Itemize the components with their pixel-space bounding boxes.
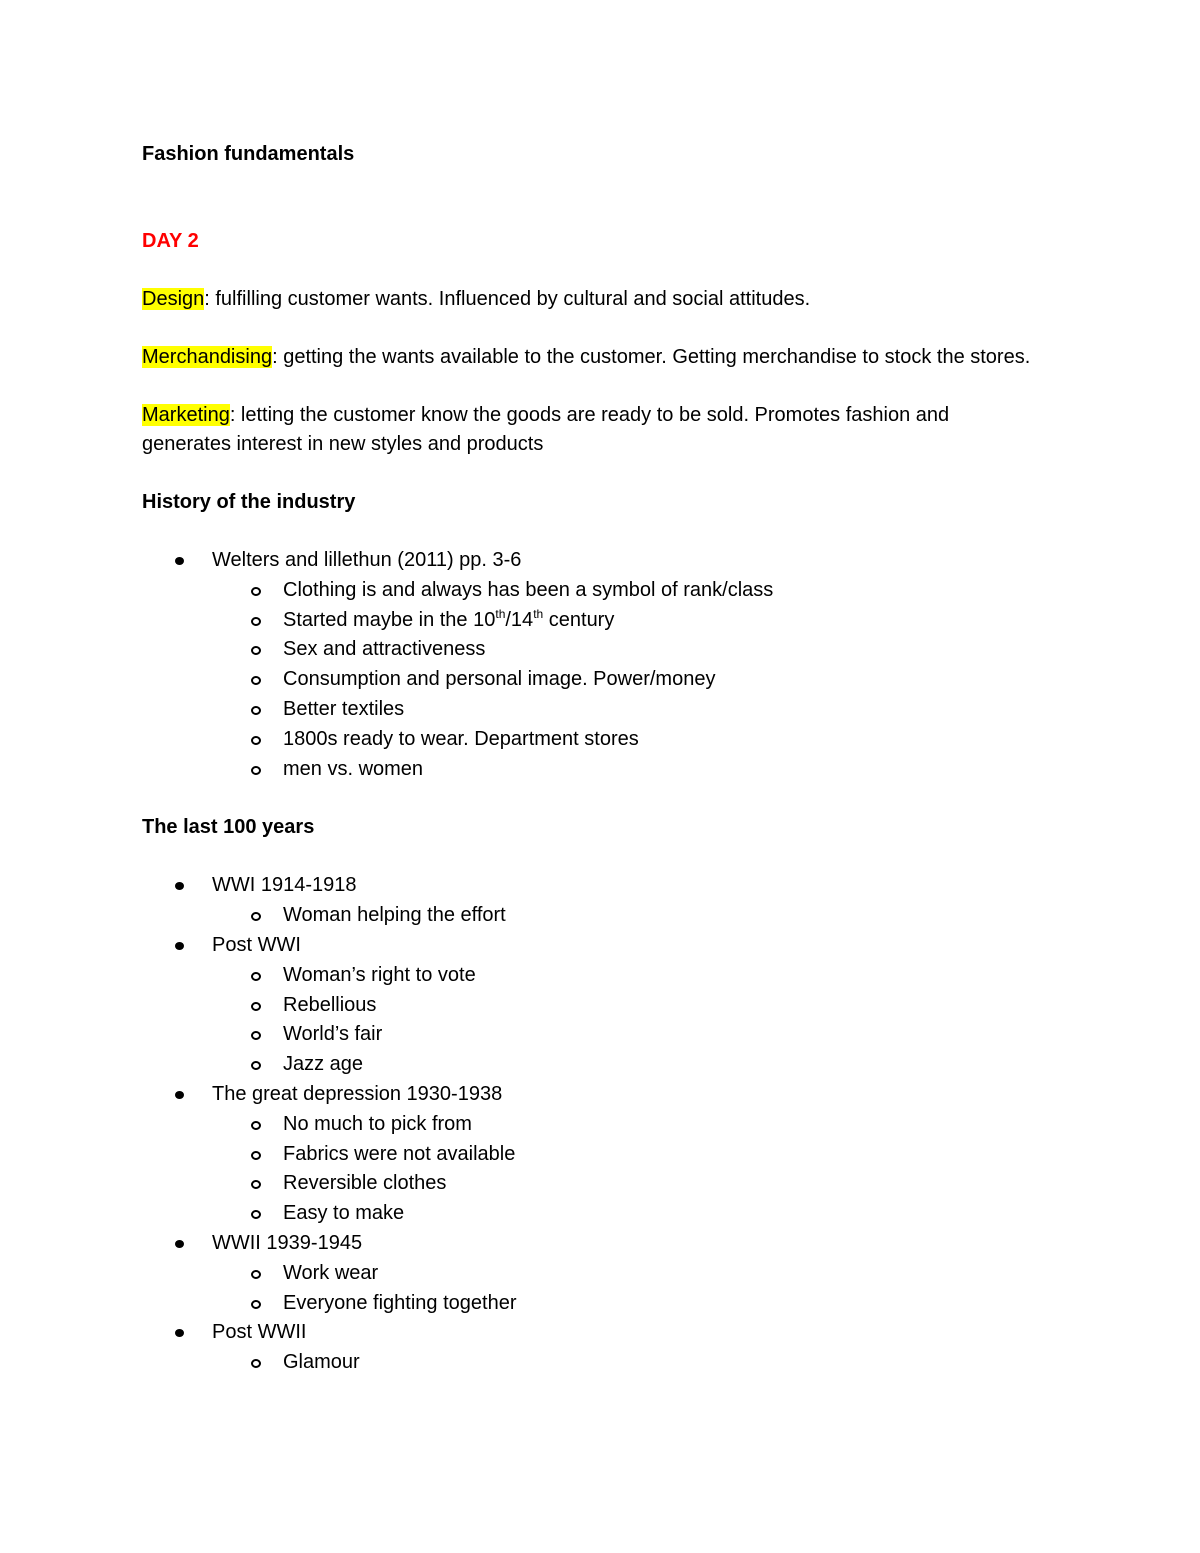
superscript: th (533, 606, 544, 621)
list-item-label: Welters and lillethun (2011) pp. 3-6 (212, 549, 522, 571)
sub-list-item (212, 991, 1042, 1021)
sub-list-item-label: Woman’s right to vote (283, 963, 476, 986)
circle-bullet-icon (251, 1121, 261, 1130)
day-label: DAY 2 (142, 230, 199, 252)
circle-bullet-icon (251, 736, 261, 745)
superscript: th (495, 606, 506, 621)
definition-marketing-text: : letting the customer know the goods are ready to be sold. Promotes fashion and generates interest in new styles and products (142, 404, 950, 455)
sub-list-item (212, 1020, 1042, 1050)
sub-list-item-label (283, 606, 615, 631)
sub-list-item (212, 1169, 1042, 1199)
history-list (142, 546, 1042, 784)
sub-list-item-label: World’s fair (283, 1023, 383, 1046)
last-100-years-heading: The last 100 years (142, 816, 315, 839)
circle-bullet-icon (251, 1061, 261, 1070)
list-item-label: Post WWI (212, 933, 301, 956)
sub-list-item (212, 635, 1042, 665)
sub-list (212, 901, 1042, 931)
text-fragment: century (543, 608, 615, 631)
sub-list-item-label: Woman helping the effort (283, 904, 506, 927)
sub-list-item-label: Rebellious (283, 993, 377, 1016)
sub-list-item (212, 1050, 1042, 1080)
sub-list (212, 1348, 1042, 1378)
circle-bullet-icon (251, 676, 261, 685)
list-item (142, 546, 1042, 784)
sub-list-item (212, 695, 1042, 725)
bullet-icon (175, 557, 184, 565)
sub-list-item (212, 606, 1042, 636)
sub-list-item (212, 665, 1042, 695)
list-item-label: Post WWII (212, 1321, 307, 1344)
sub-list-item (212, 1289, 1042, 1319)
circle-bullet-icon (251, 912, 261, 921)
circle-bullet-icon (251, 1270, 261, 1279)
list-item (142, 871, 1042, 931)
sub-list-item (212, 1199, 1042, 1229)
sub-list-item-label: Clothing is and always has been a symbol of rank/class (283, 578, 774, 601)
circle-bullet-icon (251, 617, 261, 626)
sub-list-item-label: Jazz age (283, 1053, 364, 1076)
list-item (142, 1080, 1042, 1229)
circle-bullet-icon (251, 1210, 261, 1219)
document-content (142, 140, 1042, 1378)
term-design: Design (142, 288, 205, 310)
bullet-icon (175, 942, 184, 950)
circle-bullet-icon (251, 1151, 261, 1160)
term-marketing: Marketing (142, 404, 230, 426)
text-fragment: /14 (505, 608, 534, 631)
bullet-icon (175, 1240, 184, 1248)
circle-bullet-icon (251, 587, 261, 596)
definition-design (142, 285, 1042, 314)
definition-merchandising-text: : getting the wants available to the customer. Getting merchandise to stock the stores. (272, 346, 1031, 368)
definition-design-text: : fulfilling customer wants. Influenced by cultural and social attitudes. (204, 288, 811, 310)
sub-list-item-label: Fabrics were not available (283, 1142, 516, 1165)
bullet-icon (175, 1091, 184, 1099)
list-item (142, 1318, 1042, 1378)
sub-list-item (212, 1140, 1042, 1170)
circle-bullet-icon (251, 1002, 261, 1011)
sub-list-item (212, 576, 1042, 606)
list-item-label: The great depression 1930-1938 (212, 1082, 503, 1105)
sub-list-item (212, 901, 1042, 931)
sub-list-item (212, 1259, 1042, 1289)
circle-bullet-icon (251, 1300, 261, 1309)
document-title: Fashion fundamentals (142, 143, 355, 165)
history-heading: History of the industry (142, 491, 356, 513)
term-merchandising: Merchandising (142, 346, 273, 368)
sub-list-item-label: Reversible clothes (283, 1172, 447, 1195)
list-item-label: WWI 1914-1918 (212, 874, 357, 897)
text-fragment: Started maybe in the 10 (283, 608, 496, 631)
sub-list-item-label: Glamour (283, 1351, 360, 1374)
sub-list-item-label: Work wear (283, 1261, 379, 1284)
circle-bullet-icon (251, 706, 261, 715)
list-item (142, 931, 1042, 1080)
history-sub-list (212, 576, 1042, 785)
sub-list-item (212, 1348, 1042, 1378)
circle-bullet-icon (251, 1359, 261, 1368)
sub-list-item-label: No much to pick from (283, 1112, 472, 1135)
circle-bullet-icon (251, 646, 261, 655)
sub-list (212, 1110, 1042, 1229)
sub-list-item-label: Everyone fighting together (283, 1291, 517, 1314)
list-item (142, 1229, 1042, 1318)
sub-list-item-label: Easy to make (283, 1202, 405, 1225)
circle-bullet-icon (251, 1180, 261, 1189)
sub-list-item-label: Better textiles (283, 697, 405, 720)
sub-list (212, 1259, 1042, 1319)
sub-list-item-label: Consumption and personal image. Power/money (283, 668, 716, 691)
sub-list (212, 961, 1042, 1080)
definition-merchandising (142, 343, 1042, 372)
sub-list-item (212, 725, 1042, 755)
definition-marketing (142, 401, 1042, 459)
sub-list-item-label: men vs. women (283, 757, 424, 780)
bullet-icon (175, 1329, 184, 1337)
sub-list-item (212, 755, 1042, 785)
circle-bullet-icon (251, 1031, 261, 1040)
last-100-years-list (142, 871, 1042, 1378)
sub-list-item-label: 1800s ready to wear. Department stores (283, 727, 639, 750)
list-item-label: WWII 1939-1945 (212, 1231, 363, 1254)
circle-bullet-icon (251, 972, 261, 981)
bullet-icon (175, 882, 184, 890)
sub-list-item (212, 1110, 1042, 1140)
sub-list-item (212, 961, 1042, 991)
sub-list-item-label: Sex and attractiveness (283, 638, 486, 661)
circle-bullet-icon (251, 766, 261, 775)
